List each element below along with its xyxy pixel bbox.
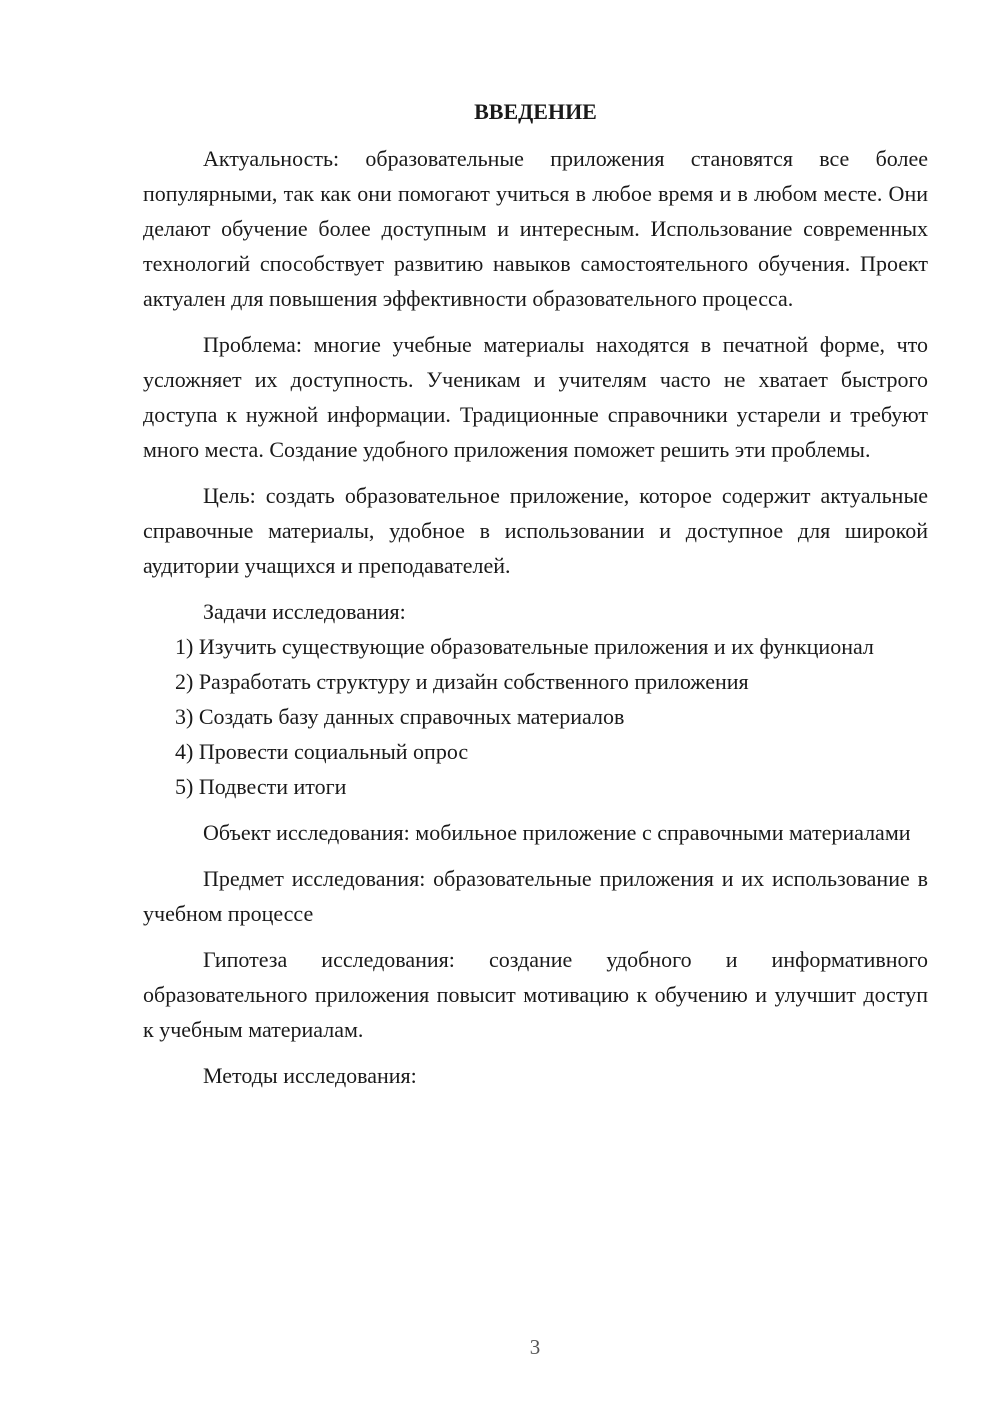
task-item: 3) Создать базу данных справочных материалов [175, 704, 625, 729]
task-item: 1) Изучить существующие образовательные приложения и их функционал [175, 634, 874, 659]
task-item: 5) Подвести итоги [175, 774, 347, 799]
task-item: 2) Разработать структуру и дизайн собственного приложения [175, 669, 749, 694]
page-number: 3 [529, 1335, 541, 1359]
page-content [143, 94, 928, 1093]
object-paragraph: Объект исследования: мобильное приложение с справочными материалами [203, 820, 911, 845]
goal-paragraph: Цель: создать образовательное приложение, которое содержит актуальные справочные материалы, удобное в использовании и доступное для широкой аудитории учащихся и преподавателей. [143, 483, 928, 578]
tasks-heading: Задачи исследования: [203, 599, 406, 624]
tasks-list [143, 629, 928, 804]
problem-paragraph: Проблема: многие учебные материалы находятся в печатной форме, что усложняет их доступность. Ученикам и учителям часто не хватает быстрого доступа к нужной информации. Традиционные справочники устарели и требуют много места. Создание удобного приложения поможет решить эти проблемы. [143, 332, 928, 462]
task-item: 4) Провести социальный опрос [175, 739, 469, 764]
hypothesis-paragraph: Гипотеза исследования: создание удобного и информативного образовательного приложения повысит мотивацию к обучению и улучшит доступ к учебным материалам. [143, 947, 928, 1042]
methods-heading: Методы исследования: [203, 1063, 417, 1088]
relevance-paragraph: Актуальность: образовательные приложения становятся все более популярными, так как они помогают учиться в любое время и в любом месте. Они делают обучение более доступным и интересным. Использование современных технологий способствует развитию навыков самостоятельного обучения. Проект актуален для повышения эффективности образовательного процесса. [143, 146, 928, 311]
page-title: ВВЕДЕНИЕ [474, 99, 597, 124]
subject-paragraph: Предмет исследования: образовательные приложения и их использование в учебном процессе [143, 866, 928, 926]
